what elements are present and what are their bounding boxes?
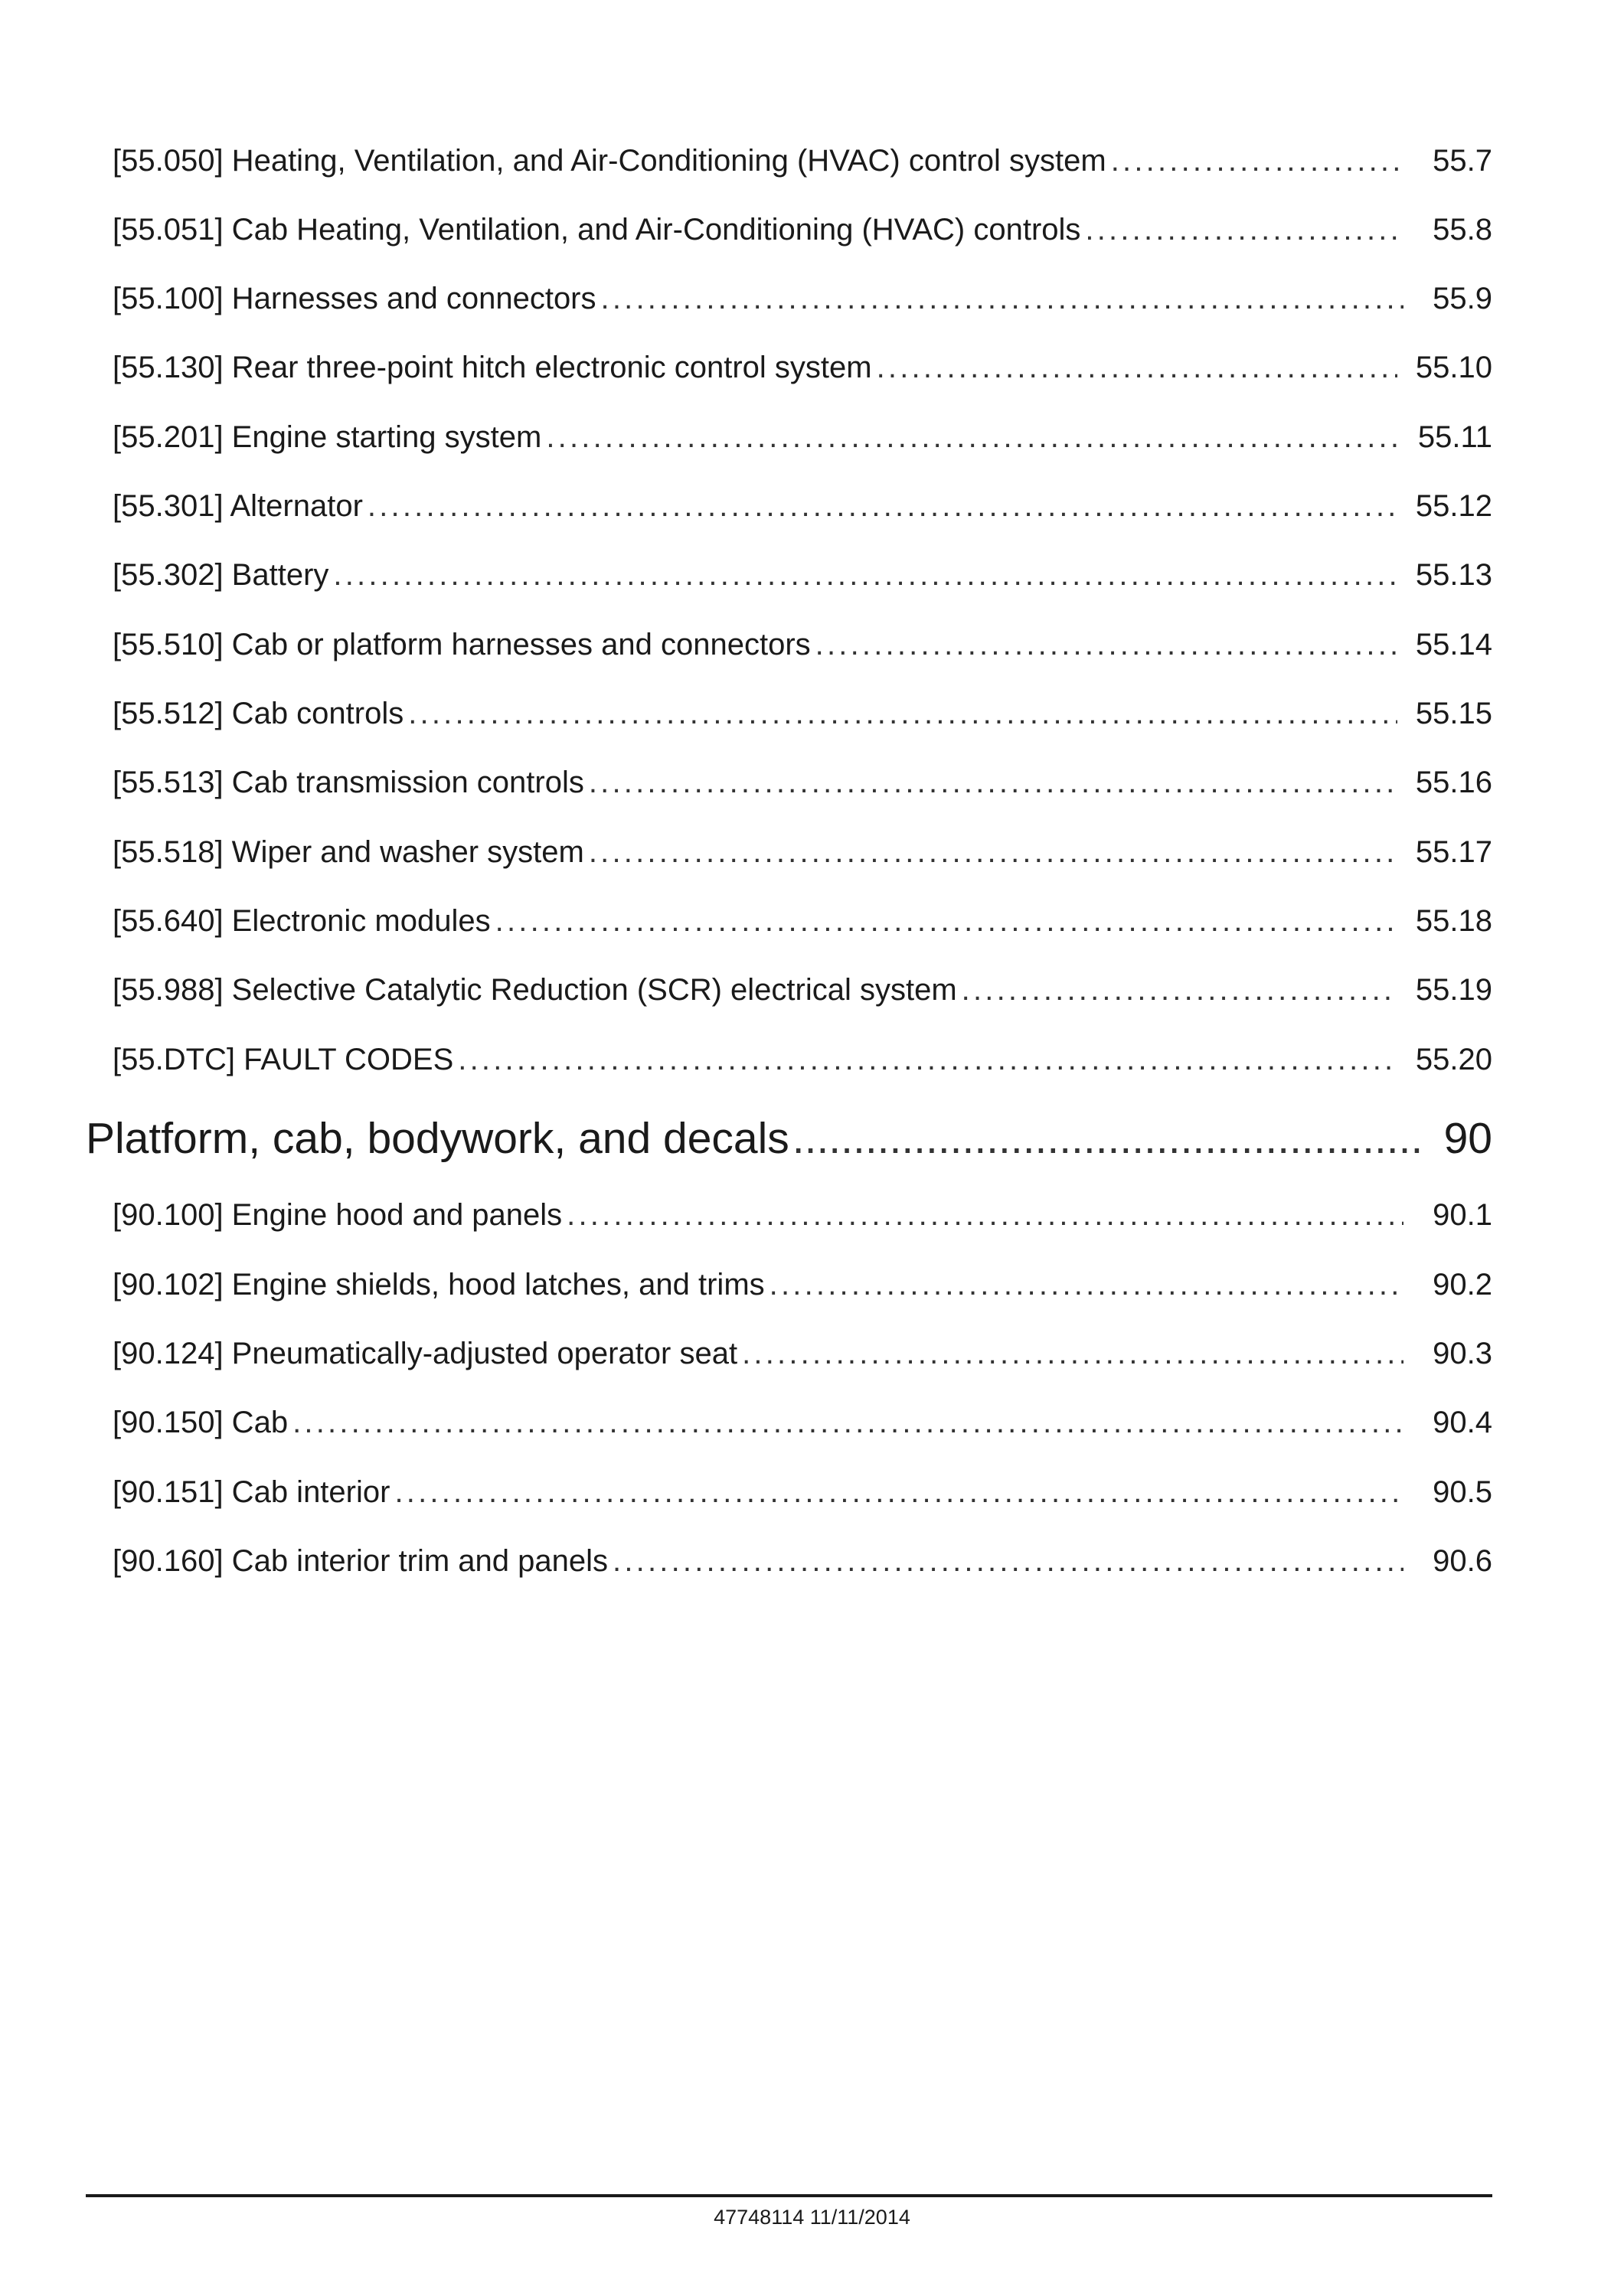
toc-entry-label: [90.102] Engine shields, hood latches, and trims — [113, 1268, 765, 1302]
toc-entry-label: [55.988] Selective Catalytic Reduction (SCR) electrical system — [113, 973, 957, 1007]
toc-entry-page: 55.20 — [1415, 1043, 1492, 1076]
toc-section-90[interactable] — [86, 1104, 1492, 1173]
toc-entry-label: [55.518] Wiper and washer system — [113, 835, 584, 869]
toc-entry-page: 55.8 — [1433, 213, 1492, 247]
toc-entry-55-130[interactable] — [113, 345, 1492, 390]
toc-entry-page: 55.18 — [1415, 904, 1492, 938]
toc-entry-label: [55.510] Cab or platform harnesses and connectors — [113, 628, 811, 661]
toc-entry-label: [55.130] Rear three-point hitch electronic control system — [113, 351, 872, 384]
toc-entry-page: 55.13 — [1415, 558, 1492, 592]
toc-entry-page: 90.6 — [1433, 1544, 1492, 1578]
toc-entry-90-151[interactable] — [113, 1469, 1492, 1515]
toc-entry-page: 90.5 — [1433, 1475, 1492, 1509]
dot-leader — [589, 829, 1397, 875]
toc-entry-page: 55.11 — [1417, 420, 1492, 454]
toc-entry-label: [55.302] Battery — [113, 558, 329, 592]
toc-entry-page: 55.15 — [1415, 697, 1492, 730]
dot-leader — [495, 898, 1397, 944]
toc-entry-55-051[interactable] — [113, 207, 1492, 253]
toc-entry-page: 55.17 — [1415, 835, 1492, 869]
dot-leader — [458, 1037, 1397, 1083]
footer-divider — [86, 2194, 1492, 2197]
toc-entry-label: [55.051] Cab Heating, Ventilation, and Air-Conditioning (HVAC) controls — [113, 213, 1081, 247]
toc-entry-label: [55.201] Engine starting system — [113, 420, 542, 454]
toc-entry-90-160[interactable] — [113, 1538, 1492, 1584]
dot-leader — [1085, 207, 1403, 253]
dot-leader — [333, 552, 1397, 598]
dot-leader — [613, 1538, 1403, 1584]
dot-leader — [589, 759, 1397, 805]
dot-leader — [792, 1104, 1420, 1173]
toc-entry-55-302[interactable] — [113, 552, 1492, 598]
dot-leader — [546, 414, 1397, 460]
toc-entry-page: 90.4 — [1433, 1406, 1492, 1439]
dot-leader — [877, 345, 1397, 390]
dot-leader — [408, 691, 1397, 736]
toc-entry-55-dtc[interactable] — [113, 1037, 1492, 1083]
toc-entry-label: [55.DTC] FAULT CODES — [113, 1043, 454, 1076]
dot-leader — [601, 276, 1403, 322]
toc-entry-55-518[interactable] — [113, 829, 1492, 875]
dot-leader — [292, 1399, 1403, 1445]
toc-entry-page: 55.9 — [1433, 282, 1492, 315]
toc-entry-page: 90.3 — [1433, 1337, 1492, 1370]
toc-entry-page: 55.7 — [1433, 144, 1492, 178]
toc-entry-page: 55.14 — [1415, 628, 1492, 661]
toc-entry-label: [55.100] Harnesses and connectors — [113, 282, 596, 315]
toc-entry-90-102[interactable] — [113, 1262, 1492, 1308]
toc-entry-90-150[interactable] — [113, 1399, 1492, 1445]
toc-entry-page: 55.16 — [1415, 766, 1492, 799]
dot-leader — [962, 967, 1397, 1013]
toc-entry-label: [55.640] Electronic modules — [113, 904, 491, 938]
dot-leader — [567, 1192, 1403, 1238]
toc-entry-55-513[interactable] — [113, 759, 1492, 805]
dot-leader — [815, 622, 1397, 668]
toc-entry-page: 55.10 — [1415, 351, 1492, 384]
toc-entry-90-100[interactable] — [113, 1192, 1492, 1238]
toc-entry-page: 90.2 — [1433, 1268, 1492, 1302]
toc-entry-55-988[interactable] — [113, 967, 1492, 1013]
toc-section-page: 90 — [1443, 1114, 1492, 1163]
toc-entry-55-512[interactable] — [113, 691, 1492, 736]
footer-document-id: 47748114 11/11/2014 — [714, 2206, 910, 2229]
toc-entry-label: [90.100] Engine hood and panels — [113, 1198, 563, 1232]
toc-entry-label: [90.151] Cab interior — [113, 1475, 390, 1509]
toc-section-label: Platform, cab, bodywork, and decals — [86, 1114, 789, 1163]
toc-entry-55-510[interactable] — [113, 622, 1492, 668]
dot-leader — [1111, 138, 1403, 184]
dot-leader — [368, 483, 1397, 529]
toc-entry-55-050[interactable] — [113, 138, 1492, 184]
toc-entry-55-640[interactable] — [113, 898, 1492, 944]
dot-leader — [394, 1469, 1403, 1515]
toc-entry-90-124[interactable] — [113, 1331, 1492, 1377]
toc-entry-label: [55.512] Cab controls — [113, 697, 404, 730]
toc-entry-label: [90.150] Cab — [113, 1406, 289, 1439]
toc-entry-55-100[interactable] — [113, 276, 1492, 322]
dot-leader — [742, 1331, 1403, 1377]
toc-entry-label: [90.124] Pneumatically-adjusted operator seat — [113, 1337, 738, 1370]
toc-entry-page: 90.1 — [1433, 1198, 1492, 1232]
dot-leader — [770, 1262, 1403, 1308]
toc-entry-55-201[interactable] — [113, 414, 1492, 460]
toc-entry-page: 55.19 — [1415, 973, 1492, 1007]
toc-entry-label: [55.513] Cab transmission controls — [113, 766, 584, 799]
toc-entry-page: 55.12 — [1415, 489, 1492, 523]
toc-entry-label: [90.160] Cab interior trim and panels — [113, 1544, 609, 1578]
toc-entry-55-301[interactable] — [113, 483, 1492, 529]
toc-entry-label: [55.050] Heating, Ventilation, and Air-Conditioning (HVAC) control system — [113, 144, 1106, 178]
toc-entry-label: [55.301] Alternator — [113, 489, 363, 523]
